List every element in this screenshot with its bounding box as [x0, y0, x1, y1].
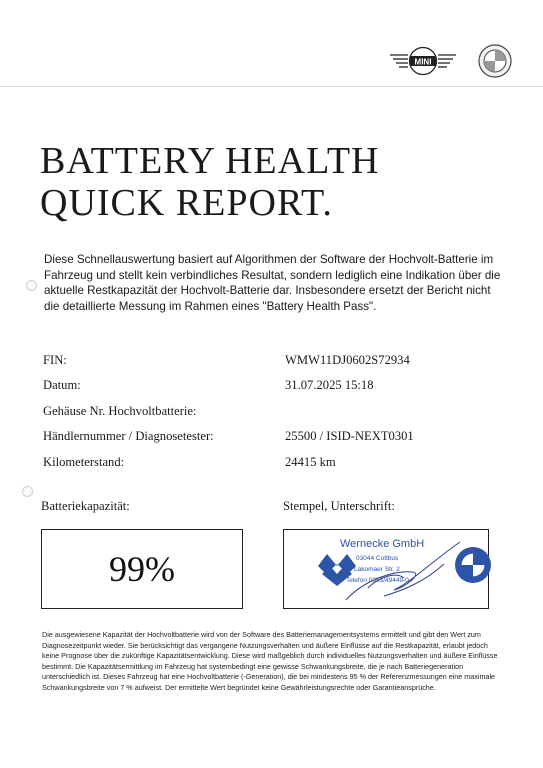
- field-value: WMW11DJ0602S72934: [285, 353, 410, 367]
- mini-wings-logo-icon: [388, 46, 458, 76]
- punch-hole-mark: [22, 486, 33, 497]
- stamp-company-name: Wernecke GmbH: [340, 538, 425, 550]
- mini-logo-text: MINI: [414, 57, 432, 67]
- title-line-2: QUICK REPORT.: [40, 182, 333, 224]
- field-value: 31.07.2025 15:18: [285, 378, 374, 392]
- stamp-label: Stempel, Unterschrift:: [283, 499, 395, 513]
- report-title: [40, 140, 379, 224]
- disclaimer-text: Die ausgewiesene Kapazität der Hochvoltbatterie wird von der Software des Batteriemanagementsystems ermittelt und gibt den Wert zum Diagnosezeitpunkt wieder. Sie berücksichtigt das vergangene Nutzungsverhalten und äußere Einflüsse auf die Restkapazität, erlaubt jedoch keine Prognose über die zukünftige Kapazitätsentwicklung. Diese wird maßgeblich durch individuelles Nutzungsverhalten und äußere Einflüsse bestimmt. Die Kapazitätsermittlung im Fahrzeug hat systembedingt eine gewisse Schwankungsbreite, die je nach Batteriegeneration unterschiedlich ist. Dieses Fahrzeug hat eine Hochvoltbatterie (-Generation), die bei mindestens 95 % der Referenzmessungen eine maximale Schwankungsbreite von 7 % aufweist. Der ermittelte Wert begründet keine Gewährleistungsrechte oder Garantieansprüche.: [42, 630, 498, 692]
- field-value: 25500 / ISID-NEXT0301: [285, 429, 414, 443]
- header-divider: [0, 86, 543, 87]
- field-label: Kilometerstand:: [43, 455, 125, 469]
- field-label: FIN:: [43, 353, 67, 367]
- stamp-phone-line: Telefon 0355/49449-0: [346, 577, 409, 584]
- capacity-label: Batteriekapazität:: [41, 499, 130, 513]
- field-label: Gehäuse Nr. Hochvoltbatterie:: [43, 404, 197, 418]
- bmw-roundel-icon: [478, 44, 512, 78]
- stamp-address-line: 03044 Cottbus: [356, 555, 399, 562]
- field-label: Händlernummer / Diagnosetester:: [43, 429, 214, 443]
- field-label: Datum:: [43, 378, 81, 392]
- punch-hole-mark: [26, 280, 37, 291]
- stamp-box: [283, 529, 489, 609]
- title-line-1: BATTERY HEALTH: [40, 140, 380, 182]
- field-value: 24415 km: [285, 455, 336, 469]
- stamp-address-line: Lakomaer Str. 2: [354, 566, 400, 573]
- intro-paragraph: Diese Schnellauswertung basiert auf Algorithmen der Software der Hochvolt-Batterie im Fahrzeug und stellt kein verbindliches Resultat, sondern lediglich eine Indikation über die aktuelle Restkapazität der Hochvolt-Batterie dar. Insbesondere ersetzt der Bericht nicht die detaillierte Messung im Rahmen eines "Battery Health Pass".: [44, 253, 501, 313]
- capacity-value: 99%: [109, 549, 175, 589]
- handwritten-signature: [284, 530, 488, 608]
- capacity-box: [41, 529, 243, 609]
